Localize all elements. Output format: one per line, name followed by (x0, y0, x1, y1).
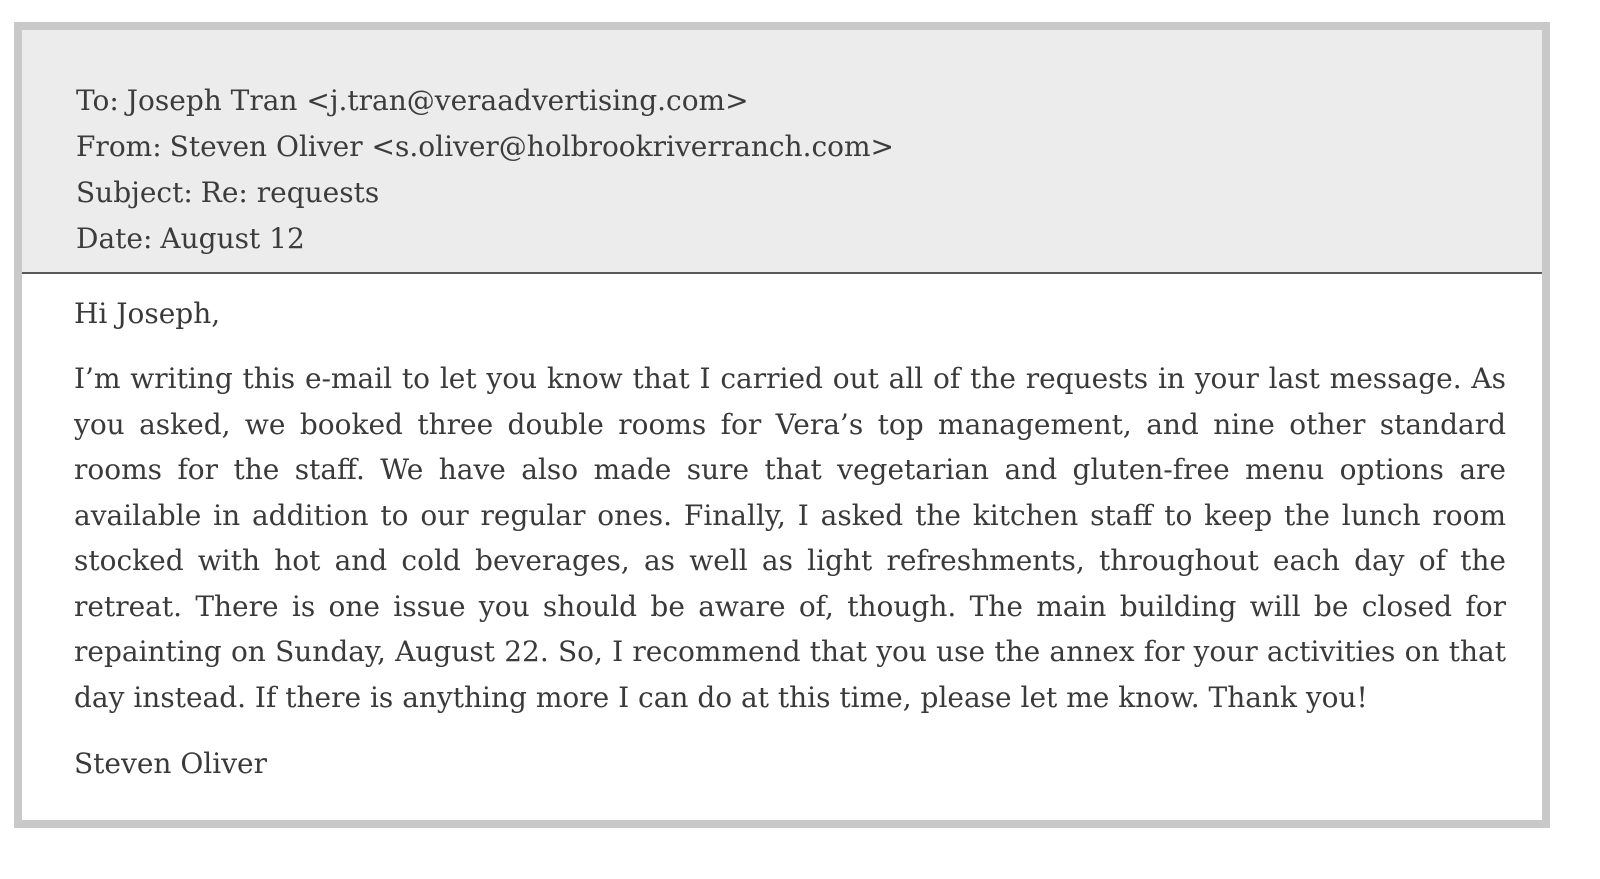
subject-label: Subject: (76, 176, 193, 209)
greeting: Hi Joseph, (74, 297, 221, 330)
date-line (76, 216, 1542, 262)
to-line (76, 78, 1542, 124)
to-value: Joseph Tran <j.tran@veraadvertising.com> (126, 84, 749, 117)
from-label: From: (76, 130, 162, 163)
signature: Steven Oliver (74, 747, 267, 780)
email-body (74, 292, 1506, 786)
date-label: Date: (76, 222, 153, 255)
from-value: Steven Oliver <s.oliver@holbrookriverranch.com> (169, 130, 895, 163)
subject-value: Re: requests (200, 176, 380, 209)
to-label: To: (76, 84, 119, 117)
date-value: August 12 (160, 222, 305, 255)
email-header (22, 30, 1542, 274)
subject-line (76, 170, 1542, 216)
email-message (14, 22, 1550, 828)
from-line (76, 124, 1542, 170)
message-text: I’m writing this e-mail to let you know that I carried out all of the requests in your last message. As you asked, we booked three double rooms for Vera’s top management, and nine other standard rooms for the staff. We have also made sure that vegetarian and gluten-free menu options are available in addition to our regular ones. Finally, I asked the kitchen staff to keep the lunch room stocked with hot and cold beverages, as well as light refreshments, throughout each day of the retreat. There is one issue you should be aware of, though. The main building will be closed for repainting on Sunday, August 22. So, I recommend that you use the annex for your activities on that day instead. If there is anything more I can do at this time, please let me know. Thank you! (74, 362, 1506, 714)
